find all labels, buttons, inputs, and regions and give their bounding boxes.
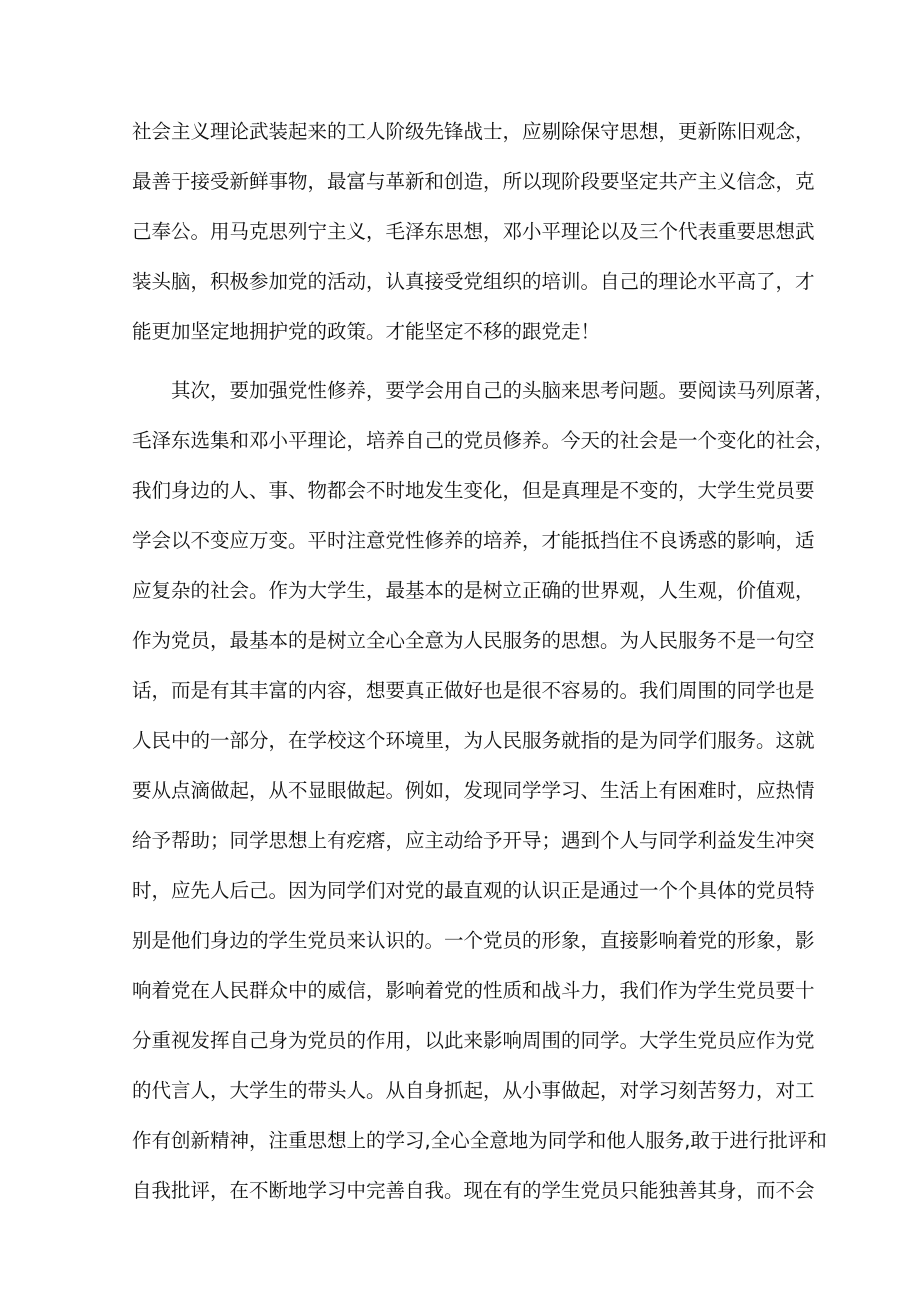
paragraph-2-line-5: 应复杂的社会。作为大学生，最基本的是树立正确的世界观，人生观，价值观， — [132, 579, 815, 602]
paragraph-1-line-4: 装头脑，积极参加党的活动，认真接受党组织的培训。自己的理论水平高了，才 — [132, 270, 815, 293]
paragraph-1-line-3: 己奉公。用马克思列宁主义，毛泽东思想，邓小平理论以及三个代表重要思想武 — [132, 220, 815, 243]
paragraph-2-line-8: 人民中的一部分，在学校这个环境里，为人民服务就指的是为同学们服务。这就 — [132, 729, 815, 752]
paragraph-2-line-14: 分重视发挥自己身为党员的作用，以此来影响周围的同学。大学生党员应作为党 — [132, 1029, 815, 1052]
paragraph-2-line-3: 我们身边的人、事、物都会不时地发生变化，但是真理是不变的，大学生党员要 — [132, 479, 815, 502]
paragraph-2-line-11: 时，应先人后己。因为同学们对党的最直观的认识正是通过一个个具体的党员特 — [132, 879, 815, 902]
paragraph-1-line-2: 最善于接受新鲜事物，最富与革新和创造，所以现阶段要坚定共产主义信念，克 — [132, 170, 815, 193]
paragraph-2-line-16: 作有创新精神，注重思想上的学习,全心全意地为同学和他人服务,敢于进行批评和 — [132, 1129, 827, 1152]
paragraph-2-line-4: 学会以不变应万变。平时注意党性修养的培养，才能抵挡住不良诱惑的影响，适 — [132, 529, 815, 552]
paragraph-2-line-2: 毛泽东选集和邓小平理论，培养自己的党员修养。今天的社会是一个变化的社会， — [132, 429, 835, 452]
paragraph-2-line-9: 要从点滴做起，从不显眼做起。例如，发现同学学习、生活上有困难时，应热情 — [132, 779, 815, 802]
paragraph-2-line-7: 话，而是有其丰富的内容，想要真正做好也是很不容易的。我们周围的同学也是 — [132, 679, 815, 702]
paragraph-2-line-15: 的代言人，大学生的带头人。从自身抓起，从小事做起，对学习刻苦努力，对工 — [132, 1079, 815, 1102]
paragraph-2-line-10: 给予帮助；同学思想上有疙瘩，应主动给予开导；遇到个人与同学利益发生冲突 — [132, 829, 815, 852]
paragraph-2-line-1: 其次，要加强党性修养，要学会用自己的头脑来思考问题。要阅读马列原著， — [132, 379, 835, 402]
paragraph-2-line-12: 别是他们身边的学生党员来认识的。一个党员的形象，直接影响着党的形象，影 — [132, 929, 815, 952]
paragraph-1-line-1: 社会主义理论武装起来的工人阶级先锋战士，应剔除保守思想，更新陈旧观念， — [132, 120, 815, 143]
paragraph-2-line-6: 作为党员，最基本的是树立全心全意为人民服务的思想。为人民服务不是一句空 — [132, 629, 815, 652]
paragraph-2-line-17: 自我批评，在不断地学习中完善自我。现在有的学生党员只能独善其身，而不会 — [132, 1179, 815, 1202]
paragraph-1-line-5: 能更加坚定地拥护党的政策。才能坚定不移的跟党走！ — [132, 320, 601, 343]
paragraph-2-line-13: 响着党在人民群众中的威信，影响着党的性质和战斗力，我们作为学生党员要十 — [132, 979, 815, 1002]
